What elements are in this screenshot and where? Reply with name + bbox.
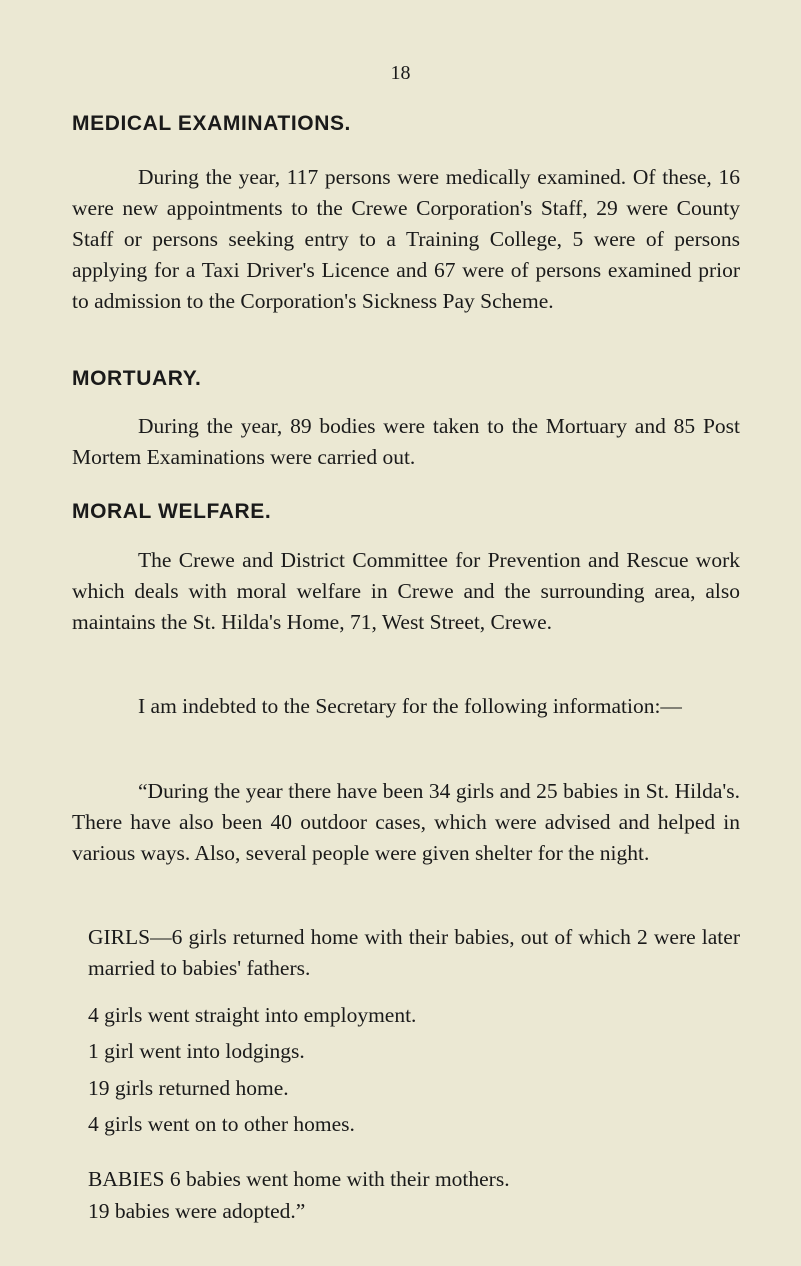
paragraph-quote: “During the year there have been 34 girls and 25 babies in St. Hilda's. There have also been 40 outdoor cases, which were advised and helped in various ways. Also, several people were given shelter for the night. bbox=[72, 779, 740, 865]
paragraph-moral-welfare: The Crewe and District Committee for Prevention and Rescue work which deals with moral welfare in Crewe and the surrounding area, also maintains the St. Hilda's Home, 71, West Street, Crewe. bbox=[72, 548, 740, 634]
heading-mortuary: MORTUARY. bbox=[72, 367, 202, 390]
girls-item: 4 girls went on to other homes. bbox=[88, 1112, 355, 1136]
paragraph-mortuary: During the year, 89 bodies were taken to the Mortuary and 85 Post Mortem Examinations were carried out. bbox=[72, 414, 740, 469]
girls-item: 19 girls returned home. bbox=[88, 1076, 289, 1100]
girls-item: 4 girls went straight into employment. bbox=[88, 1003, 417, 1027]
paragraph-indebted: I am indebted to the Secretary for the following information:— bbox=[138, 694, 682, 718]
girls-item: 1 girl went into lodgings. bbox=[88, 1039, 305, 1063]
babies-line: 19 babies were adopted.” bbox=[88, 1199, 306, 1223]
paragraph-girls: GIRLS—6 girls returned home with their babies, out of which 2 were later married to babies' fathers. bbox=[88, 925, 740, 980]
babies-line: BABIES 6 babies went home with their mothers. bbox=[88, 1167, 510, 1191]
page-number: 18 bbox=[390, 62, 411, 84]
paragraph-medical-examinations: During the year, 117 persons were medically examined. Of these, 16 were new appointments to the Crewe Corporation's Staff, 29 were County Staff or persons seeking entry to a Training College, 5 were of persons applying for a Taxi Driver's Licence and 67 were of persons examined prior to admission to the Corporation's Sickness Pay Scheme. bbox=[72, 165, 740, 313]
heading-moral-welfare: MORAL WELFARE. bbox=[72, 500, 272, 523]
heading-medical-examinations: MEDICAL EXAMINATIONS. bbox=[72, 112, 351, 135]
